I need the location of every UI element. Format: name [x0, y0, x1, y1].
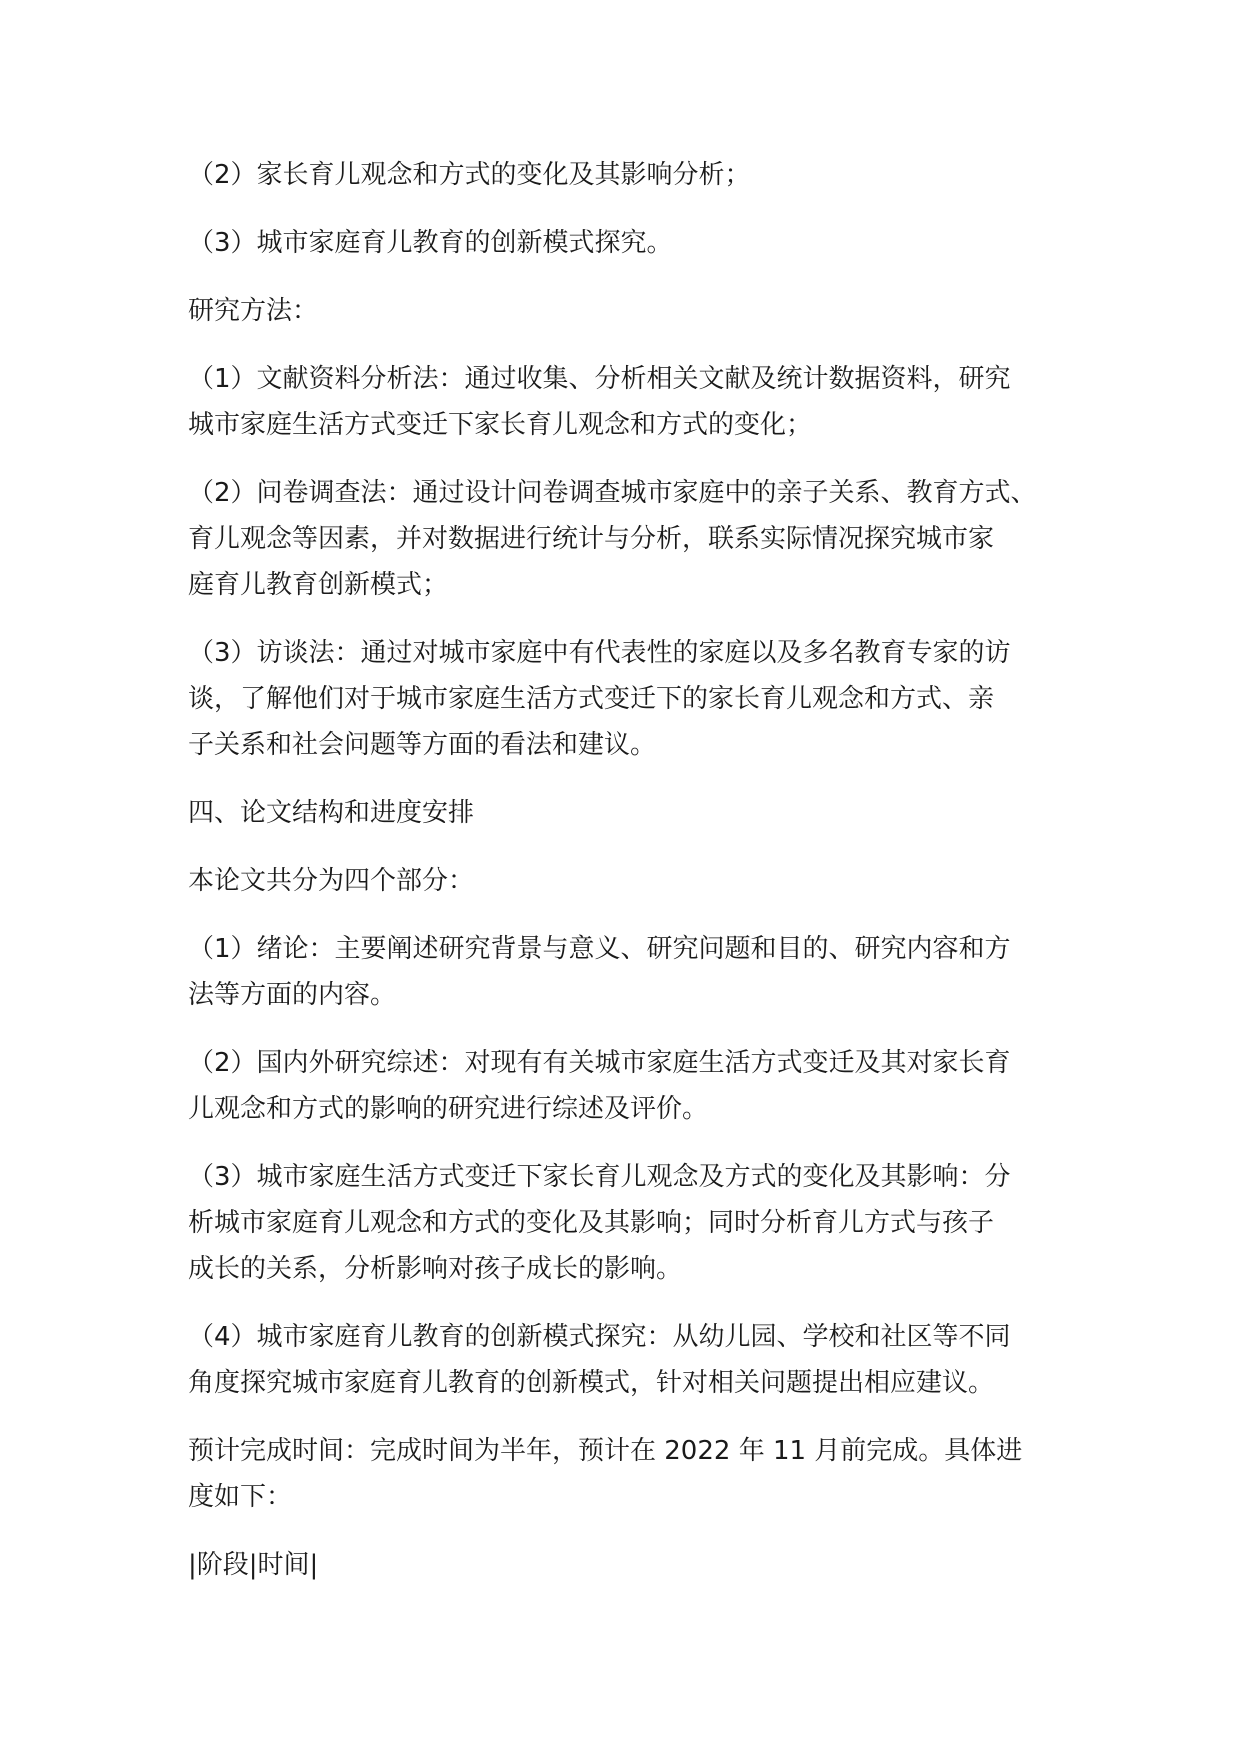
- text-line: （3）城市家庭生活方式变迁下家长育儿观念及方式的变化及其影响：分: [188, 1162, 1011, 1192]
- list-item-content-2: [188, 152, 1068, 198]
- text-line: （1）绪论：主要阐述研究背景与意义、研究问题和目的、研究内容和方: [188, 934, 1011, 964]
- text-line: （1）文献资料分析法：通过收集、分析相关文献及统计数据资料，研究: [188, 364, 1011, 394]
- text-line: 法等方面的内容。: [188, 980, 397, 1010]
- text-line: 四、论文结构和进度安排: [188, 798, 475, 828]
- text-line: 研究方法：: [188, 296, 319, 326]
- text-line: 庭育儿教育创新模式；: [188, 570, 449, 600]
- schedule-estimate: [188, 1428, 1068, 1520]
- method-questionnaire: [188, 470, 1068, 608]
- text-line: （4）城市家庭育儿教育的创新模式探究：从幼儿园、学校和社区等不同: [188, 1322, 1011, 1352]
- section-heading-structure: [188, 790, 1068, 836]
- text-line: （3）访谈法：通过对城市家庭中有代表性的家庭以及多名教育专家的访: [188, 638, 1011, 668]
- document-body: [188, 152, 1068, 1610]
- text-line: 成长的关系，分析影响对孩子成长的影响。: [188, 1254, 683, 1284]
- text-line: |阶段|时间|: [188, 1550, 319, 1580]
- structure-part-3: [188, 1154, 1068, 1292]
- text-line: 度如下：: [188, 1482, 293, 1512]
- text-line: （2）家长育儿观念和方式的变化及其影响分析；: [188, 160, 751, 190]
- list-item-content-3: [188, 220, 1068, 266]
- text-line: 谈，了解他们对于城市家庭生活方式变迁下的家长育儿观念和方式、亲: [188, 684, 995, 714]
- section-label-methods: [188, 288, 1068, 334]
- method-literature: [188, 356, 1068, 448]
- text-line: 育儿观念等因素，并对数据进行统计与分析，联系实际情况探究城市家: [188, 524, 995, 554]
- method-interview: [188, 630, 1068, 768]
- text-line: 城市家庭生活方式变迁下家长育儿观念和方式的变化；: [188, 410, 813, 440]
- text-line: 子关系和社会问题等方面的看法和建议。: [188, 730, 657, 760]
- text-line: （2）国内外研究综述：对现有有关城市家庭生活方式变迁及其对家长育: [188, 1048, 1011, 1078]
- structure-part-2: [188, 1040, 1068, 1132]
- structure-part-1: [188, 926, 1068, 1018]
- text-line: 析城市家庭育儿观念和方式的变化及其影响；同时分析育儿方式与孩子: [188, 1208, 995, 1238]
- text-line: 儿观念和方式的影响的研究进行综述及评价。: [188, 1094, 709, 1124]
- structure-intro: [188, 858, 1068, 904]
- schedule-table-header: [188, 1542, 1068, 1588]
- text-line: （2）问卷调查法：通过设计问卷调查城市家庭中的亲子关系、教育方式、: [188, 478, 1037, 508]
- structure-part-4: [188, 1314, 1068, 1406]
- text-line: 角度探究城市家庭育儿教育的创新模式，针对相关问题提出相应建议。: [188, 1368, 995, 1398]
- text-line: 本论文共分为四个部分：: [188, 866, 475, 896]
- text-line: 预计完成时间：完成时间为半年，预计在 2022 年 11 月前完成。具体进: [188, 1436, 1023, 1466]
- text-line: （3）城市家庭育儿教育的创新模式探究。: [188, 228, 673, 258]
